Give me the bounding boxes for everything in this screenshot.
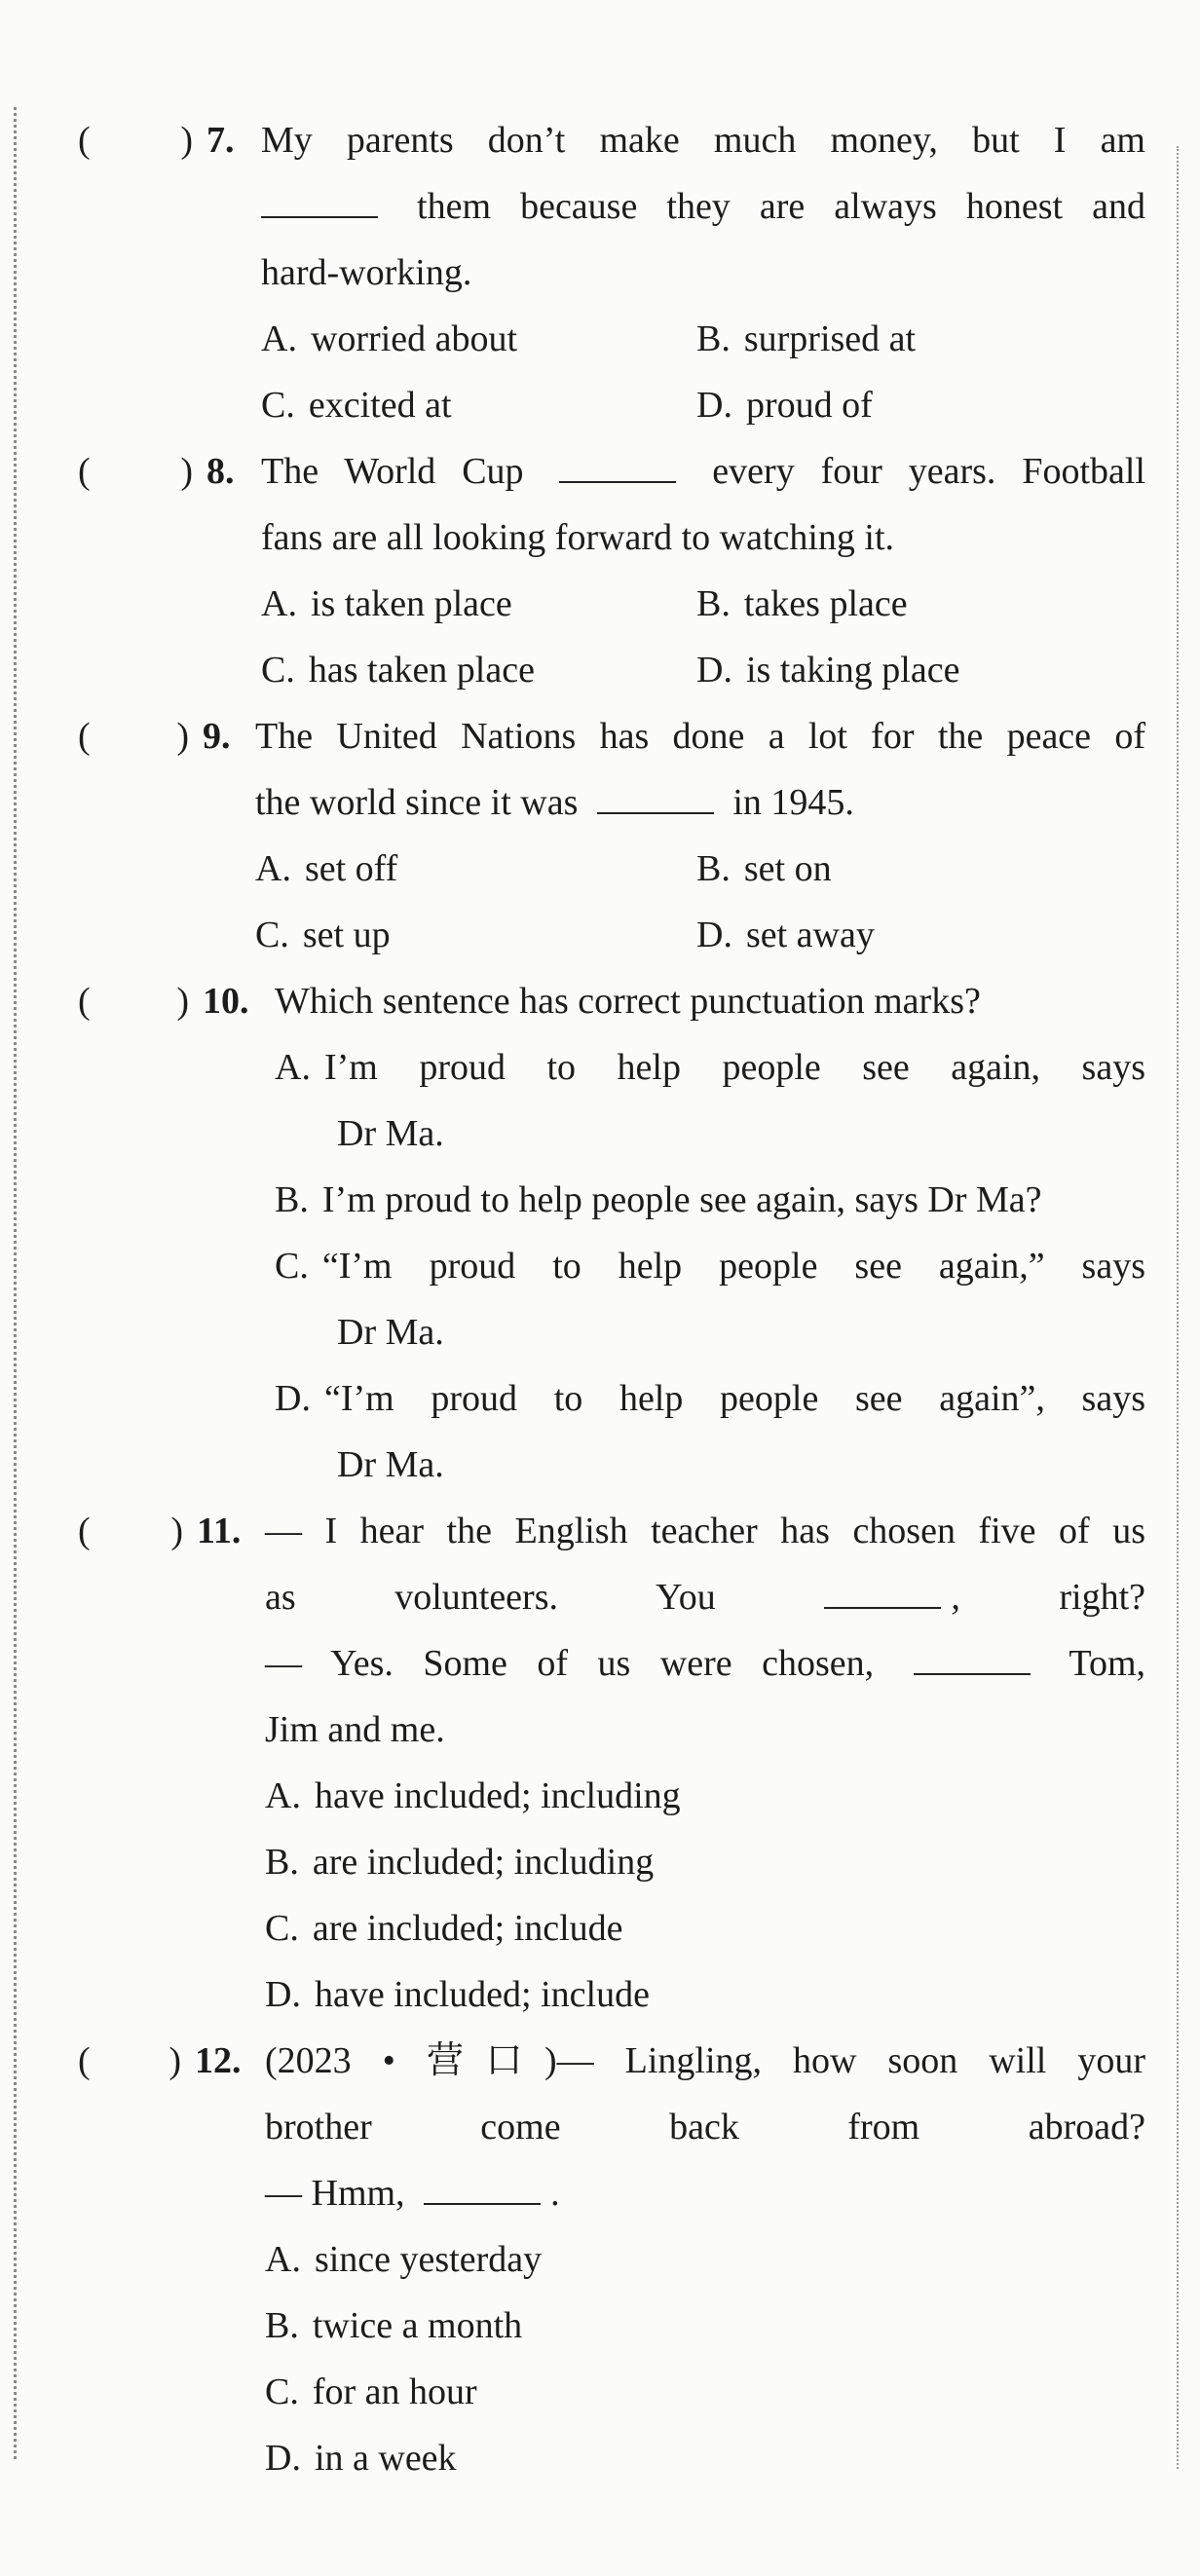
option-text: surprised at xyxy=(743,318,917,359)
answer-blank[interactable] xyxy=(597,779,714,814)
close-paren: ) xyxy=(169,2040,181,2081)
option-label: C. xyxy=(265,2371,299,2412)
option-label: B. xyxy=(265,1842,299,1883)
stem-text: . xyxy=(550,2173,560,2214)
option-line xyxy=(275,1167,1145,1233)
stem-line: fans are all looking forward to watching it. xyxy=(261,517,895,558)
option-label: D. xyxy=(696,915,732,955)
question-number: 10. xyxy=(203,981,249,1022)
stem-text: them because they are always honest and xyxy=(388,186,1145,227)
stem-line xyxy=(265,2160,1145,2226)
close-paren: ) xyxy=(176,716,189,757)
option-text: set on xyxy=(743,848,832,889)
answer-blank[interactable] xyxy=(424,2170,541,2205)
option-text: have included; including xyxy=(314,1775,681,1816)
option-label: C. xyxy=(255,915,289,955)
question-number: 8. xyxy=(206,451,235,492)
option-label: D. xyxy=(265,1974,301,2015)
option-a[interactable] xyxy=(255,836,397,902)
close-paren: ) xyxy=(176,981,189,1022)
option-line xyxy=(265,2359,1145,2425)
question-stem xyxy=(275,968,1145,1034)
option-c[interactable] xyxy=(261,637,535,703)
option-c[interactable] xyxy=(265,1895,1145,1961)
option-text: “I’m proud to help people see again,” says xyxy=(321,1246,1145,1287)
option-text: proud of xyxy=(745,385,873,426)
option-label: A. xyxy=(265,2239,301,2280)
option-b[interactable] xyxy=(275,1167,1145,1233)
question-number: 11. xyxy=(197,1511,242,1551)
option-line xyxy=(265,2425,1145,2491)
option-text: in a week xyxy=(314,2438,457,2479)
option-b[interactable] xyxy=(265,1829,1145,1895)
option-text: excited at xyxy=(308,385,452,426)
option-text: is taken place xyxy=(310,583,512,624)
question-stem xyxy=(265,1498,1145,1763)
option-label: B. xyxy=(275,1179,309,1220)
option-text: worried about xyxy=(310,318,518,359)
option-b[interactable] xyxy=(696,306,916,372)
answer-blank[interactable] xyxy=(261,183,378,218)
stem-line: Which sentence has correct punctuation marks? xyxy=(275,981,981,1022)
option-text: I’m proud to help people see again, says Dr Ma? xyxy=(321,1179,1042,1220)
stem-text: as volunteers. You xyxy=(265,1577,815,1618)
option-d[interactable] xyxy=(265,2425,1145,2491)
question-stem xyxy=(261,438,1145,571)
option-label: B. xyxy=(696,318,731,359)
option-text: set off xyxy=(304,848,398,889)
option-label: A. xyxy=(261,318,297,359)
option-text: is taking place xyxy=(745,650,960,691)
open-paren: ( xyxy=(78,451,91,492)
option-continuation: Dr Ma. xyxy=(337,1444,444,1485)
option-c[interactable] xyxy=(265,2359,1145,2425)
option-c[interactable] xyxy=(275,1233,1145,1365)
answer-blank[interactable] xyxy=(914,1640,1031,1675)
option-text: set up xyxy=(302,915,391,955)
stem-line xyxy=(261,173,1145,240)
open-paren: ( xyxy=(78,981,91,1022)
open-paren: ( xyxy=(78,1511,91,1551)
option-text: for an hour xyxy=(312,2371,477,2412)
close-paren: ) xyxy=(170,1511,183,1551)
stem-line xyxy=(265,1564,1145,1630)
answer-parentheses[interactable] xyxy=(78,107,193,173)
answer-blank[interactable] xyxy=(559,448,676,483)
option-a[interactable] xyxy=(265,1763,1145,1829)
stem-text: Tom, xyxy=(1039,1643,1146,1684)
option-line xyxy=(265,1829,1145,1895)
stem-line xyxy=(265,1630,1145,1697)
option-continuation: Dr Ma. xyxy=(337,1312,444,1353)
option-a[interactable] xyxy=(261,571,512,637)
stem-text: — Yes. Some of us were chosen, xyxy=(265,1643,904,1684)
option-d[interactable] xyxy=(696,902,875,968)
option-label: C. xyxy=(261,650,295,691)
option-label: A. xyxy=(265,1775,301,1816)
stem-line: brother come back from abroad? xyxy=(265,2107,1145,2147)
stem-line: My parents don’t make much money, but I am xyxy=(261,120,1145,161)
option-text: takes place xyxy=(743,583,908,624)
right-dotted-margin xyxy=(1177,146,1179,2469)
option-label: B. xyxy=(696,848,731,889)
option-b[interactable] xyxy=(696,571,908,637)
option-label: C. xyxy=(265,1908,299,1949)
question-stem xyxy=(255,703,1145,836)
stem-text: the world since it was xyxy=(255,782,587,823)
option-text: I’m proud to help people see again, says xyxy=(323,1047,1145,1088)
option-a[interactable] xyxy=(265,2226,1145,2293)
option-label: D. xyxy=(696,385,732,426)
option-line xyxy=(265,1895,1145,1961)
option-b[interactable] xyxy=(265,2293,1145,2359)
option-text: are included; including xyxy=(312,1842,655,1883)
option-text: twice a month xyxy=(312,2305,523,2346)
question-stem xyxy=(261,107,1145,306)
stem-text: , right? xyxy=(951,1577,1145,1618)
left-dotted-margin xyxy=(14,107,17,2459)
stem-line xyxy=(261,438,1145,504)
option-text: set away xyxy=(745,915,875,955)
close-paren: ) xyxy=(180,451,193,492)
option-text: has taken place xyxy=(308,650,535,691)
option-text: are included; include xyxy=(312,1908,623,1949)
option-label: B. xyxy=(696,583,731,624)
option-d[interactable] xyxy=(265,1961,1145,2028)
stem-text: — Hmm, xyxy=(265,2173,415,2214)
option-b[interactable] xyxy=(696,836,832,902)
option-line xyxy=(265,1763,1145,1829)
option-label: B. xyxy=(265,2305,299,2346)
option-c[interactable] xyxy=(261,372,452,438)
option-line xyxy=(275,1233,1145,1299)
answer-parentheses[interactable] xyxy=(78,703,189,769)
stem-line: The United Nations has done a lot for the peace of xyxy=(255,716,1145,757)
option-label: C. xyxy=(261,385,295,426)
option-label: A. xyxy=(261,583,297,624)
stem-line: — I hear the English teacher has chosen five of us xyxy=(265,1511,1145,1551)
stem-text: every four years. Football xyxy=(686,451,1145,492)
option-continuation: Dr Ma. xyxy=(337,1113,444,1154)
option-label: D. xyxy=(265,2438,301,2479)
stem-line: (2023 • 营口)— Lingling, how soon will your xyxy=(265,2040,1145,2081)
question-number: 12. xyxy=(195,2040,242,2081)
option-text: “I’m proud to help people see again”, says xyxy=(323,1378,1145,1419)
answer-parentheses[interactable] xyxy=(78,968,189,1034)
question-number: 9. xyxy=(203,716,231,757)
option-text: since yesterday xyxy=(314,2239,543,2280)
option-a[interactable] xyxy=(275,1034,1145,1167)
open-paren: ( xyxy=(78,120,91,161)
option-d[interactable] xyxy=(696,637,959,703)
answer-parentheses[interactable] xyxy=(78,2028,181,2094)
option-label: D. xyxy=(696,650,732,691)
open-paren: ( xyxy=(78,2040,91,2081)
question-number: 7. xyxy=(206,120,235,161)
option-text: have included; include xyxy=(314,1974,650,2015)
stem-line: hard-working. xyxy=(261,252,472,293)
option-line xyxy=(275,1034,1145,1101)
stem-text: in 1945. xyxy=(723,782,854,823)
option-d[interactable] xyxy=(696,372,873,438)
answer-parentheses[interactable] xyxy=(78,438,193,504)
option-line xyxy=(265,1961,1145,2028)
open-paren: ( xyxy=(78,716,91,757)
option-line xyxy=(275,1365,1145,1432)
option-label: A. xyxy=(255,848,291,889)
close-paren: ) xyxy=(180,120,193,161)
option-a[interactable] xyxy=(261,306,517,372)
option-label: D. xyxy=(275,1378,311,1419)
stem-line xyxy=(255,769,1145,836)
answer-blank[interactable] xyxy=(824,1574,941,1609)
stem-text: The World Cup xyxy=(261,451,550,492)
option-c[interactable] xyxy=(255,902,391,968)
question-stem xyxy=(265,2028,1145,2226)
option-label: C. xyxy=(275,1246,309,1287)
option-line xyxy=(265,2226,1145,2293)
option-d[interactable] xyxy=(275,1365,1145,1498)
answer-parentheses[interactable] xyxy=(78,1498,183,1564)
option-label: A. xyxy=(275,1047,311,1088)
stem-line: Jim and me. xyxy=(265,1709,445,1750)
option-line xyxy=(265,2293,1145,2359)
